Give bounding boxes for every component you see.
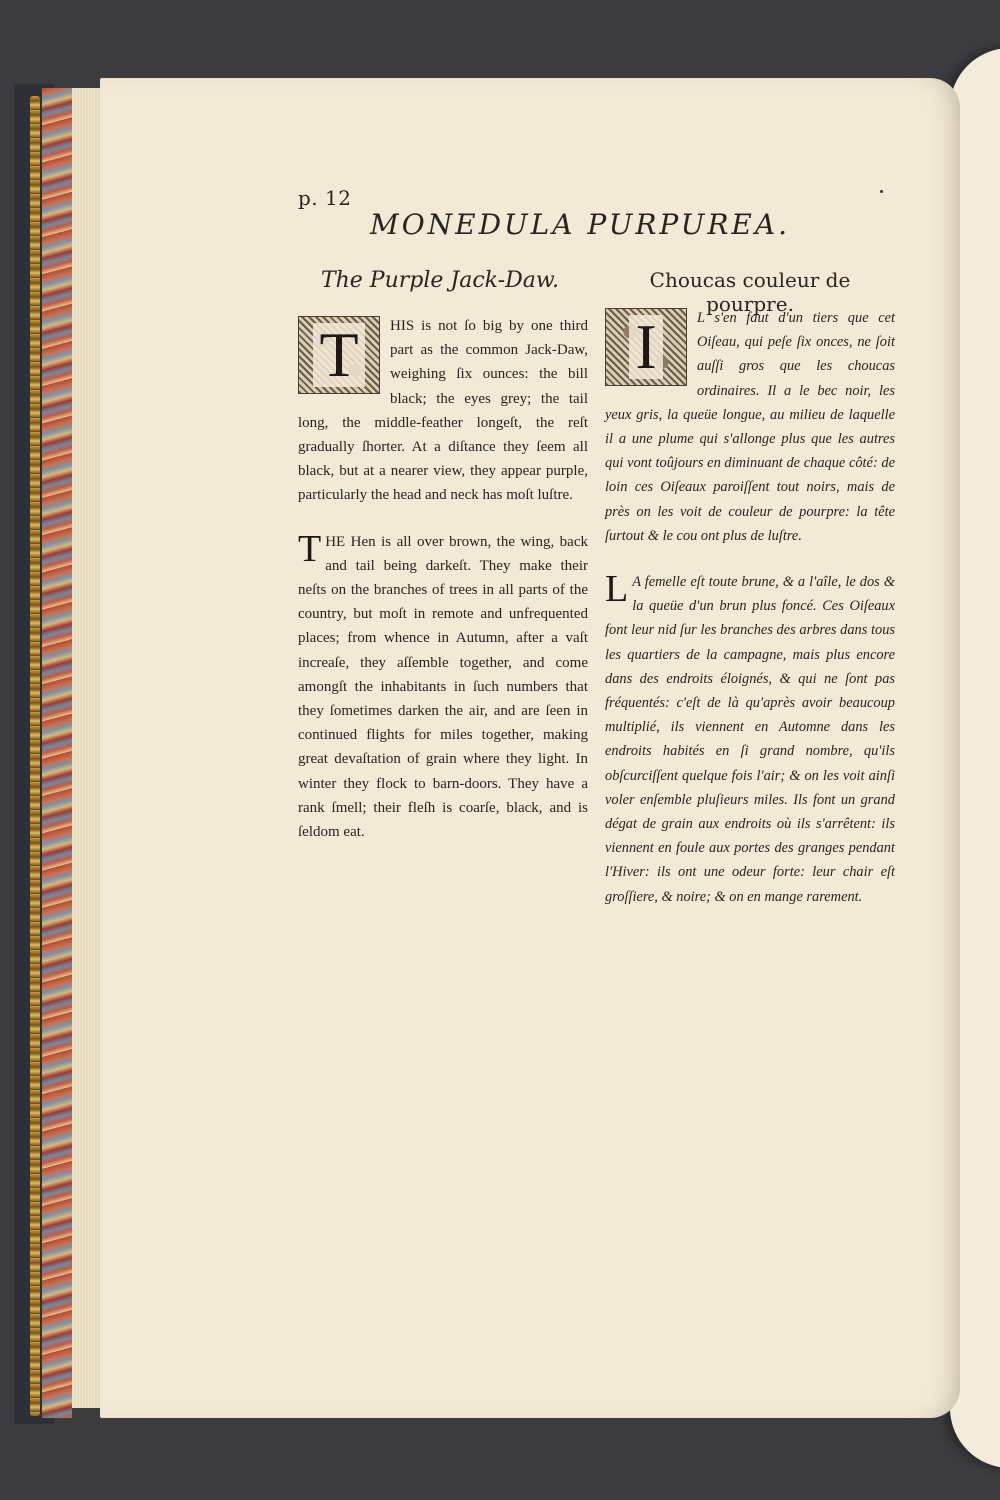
english-paragraph-1-text: HIS is not ſo big by one third part as the common Jack-Daw, weighing ſix ounces: the bill black; the eyes grey; the tail long, the middle-feather longeſt, the reſt gradually ſhorter. At a diſtance they ſeem all black, but at a nearer view, they appear purple, particularly the head and neck has moſt luſtre.: [298, 318, 588, 504]
french-paragraph-1: [605, 306, 895, 548]
ornate-dropcap-i: I: [605, 308, 687, 386]
dropcap-l: L: [605, 568, 629, 611]
english-paragraph-2: [298, 527, 588, 845]
french-column: [605, 306, 895, 909]
english-paragraph-1: [298, 314, 588, 508]
english-column: [298, 314, 588, 844]
dropcap-t: T: [298, 527, 322, 570]
dot-mark: [880, 190, 883, 193]
english-heading: The Purple Jack-Daw.: [320, 268, 560, 293]
french-paragraph-2-text: A femelle eſt toute brune, & a l'aîle, le dos & la queüe d'un brun plus foncé. Ces Oiſeaux font leur nid ſur les branches des arbres dans tous les quartiers de la campagne, mais plus encore dans des endroits éloignés, & qui ne ſont pas fréquentés: c'eſt de là qu'après avoir beaucoup multiplié, ils viennent en Automne dans les endroits habités en ſi grand nombre, qu'ils obſcurciſſent quelque fois l'air; & on les voit ainſi voler enſemble pluſieurs miles. Ils font un grand dégat de grain aux endroits où ils s'arrêtent: ils viennent en foule aux portes des granges pendant l'Hiver: ils ont une odeur forte: leur chair eſt groſſiere, & noire; & on en mange rarement.: [605, 574, 895, 905]
ornate-dropcap-t: T: [298, 316, 380, 394]
page-label: p. 12: [298, 186, 352, 210]
french-heading: Choucas couleur de pourpre.: [649, 268, 851, 316]
plate-title: MONEDULA PURPUREA.: [370, 208, 790, 241]
gilt-spine-border: [30, 96, 40, 1416]
marbled-edge: [42, 88, 72, 1418]
english-paragraph-2-text: HE Hen is all over brown, the wing, back and tail being darkeſt. They make their neſts on the branches of trees in all parts of the country, but moſt in remote and unfrequented places; from whence in Autumn, after a vaſt increaſe, they aſſemble together, and come amongſt the inhabitants in ſuch numbers that they ſometimes darken the air, and are ſeen in continued flights for miles together, making great devaſtation of grain where they light. In winter they flock to barn-doors. They have a rank ſmell; their fleſh is coarſe, black, and is ſeldom eat.: [298, 533, 588, 841]
french-paragraph-2: [605, 570, 895, 909]
french-paragraph-1-text: L s'en faut d'un tiers que cet Oiſeau, qui peſe ſix onces, ne ſoit auſſi gros que les choucas ordinaires. Il a le bec noir, les yeux gris, la queüe longue, au milieu de laquelle il a une plume qui s'allonge plus que les autres qui vont toûjours en diminuant de chaque côté: de loin ces Oiſeaux paroiſſent tout noirs, mais de près on les voit de couleur de pourpre: la tête ſurtout & le cou ont plus de luſtre.: [605, 310, 895, 544]
